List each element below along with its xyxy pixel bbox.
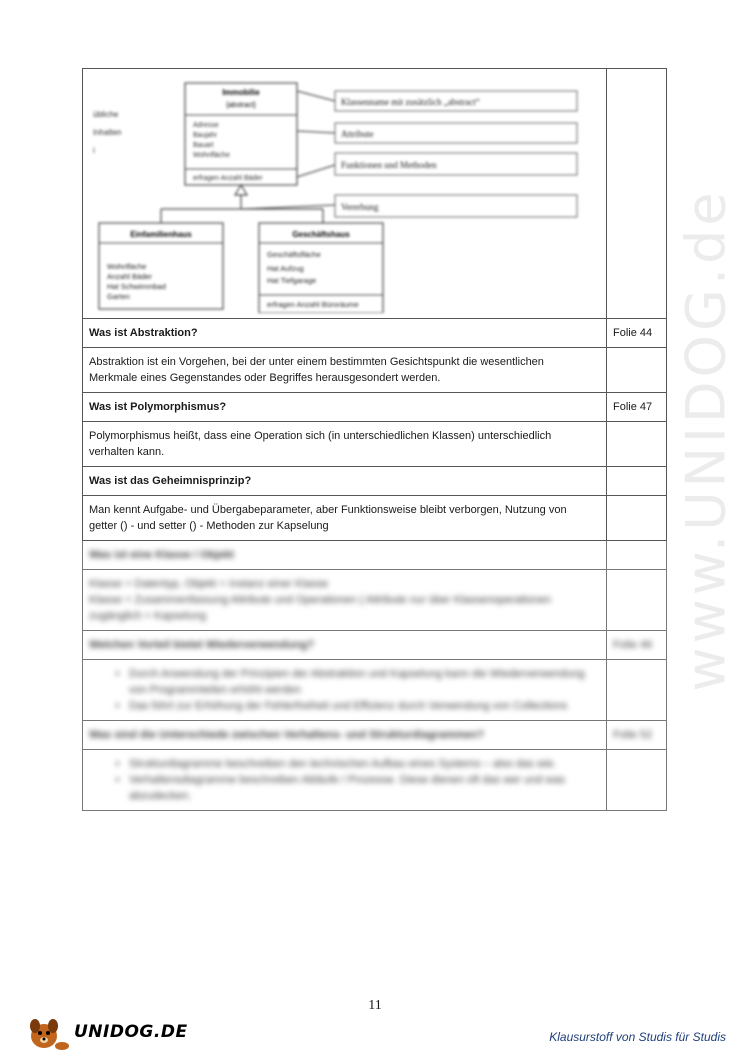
answer-row [83,750,667,811]
callout-text: Klassenname mit zusätzlich „abstract“ [341,97,480,107]
answer-line: Man kennt Aufgabe- und Übergabeparameter, aber Funktionsweise bleibt verborgen, Nutzung von [89,504,567,516]
answer-cell [83,496,607,541]
dog-mascot-icon [22,1014,74,1052]
question-row [83,631,667,660]
callout-text: Vererbung [341,202,379,212]
empty-cell [607,422,667,467]
question-text: Was ist Polymorphismus? [83,393,607,422]
unidog-logo [22,1014,188,1052]
side-line: i [93,146,95,155]
callout-text: Attribute [341,129,374,139]
question-row [83,721,667,750]
class-attr: Hat Schwimmbad [107,282,166,291]
class-name: Einfamilienhaus [130,230,192,239]
bullet-list [89,666,600,714]
class-op: erfragen Anzahl Bäder [193,175,263,182]
answer-cell [83,660,607,721]
answer-line: Abstraktion ist ein Vorgehen, bei der unter einem bestimmten Gesichtspunkt die wesentlichen [89,356,544,368]
slide-reference [607,541,667,570]
answer-cell [83,348,607,393]
diagram-row [83,69,667,319]
class-attr: Hat Aufzug [267,264,304,273]
class-attr: Wohnfläche [107,262,147,271]
question-text: Was ist Abstraktion? [83,319,607,348]
answer-cell [83,570,607,631]
bullet-item: • Durch Anwendung der Prinzipien der Abstraktion und Kapselung kann die Wiederverwendung von Programmteilen erhöht werden [129,666,600,698]
answer-row [83,348,667,393]
bullet-item: • Verhaltensdiagramme beschreiben Abläufe / Prozesse. Diese dienen oft das wer und was abzudecken. [129,772,600,804]
answer-line: Klasse = Zusammenfassung Attribute und Operationen ( Attribute nur über Klassenoperationen [89,594,551,606]
answer-row [83,422,667,467]
diagram-cell [83,69,607,319]
answer-line: Merkmale eines Gegenstandes oder Begriffes herausgesondert werden. [89,372,441,384]
class-attr: Garten [107,292,130,301]
answer-row [83,570,667,631]
question-row [83,393,667,422]
empty-cell [607,750,667,811]
side-text [93,110,121,155]
answer-cell [83,422,607,467]
inheritance-lines [161,185,323,223]
class-op: erfragen Anzahl Büroräume [267,300,359,309]
class-attr: Adresse [193,122,219,129]
question-text: Was sind die Unterschiede zwischen Verhaltens- und Strukturdiagrammen? [83,721,607,750]
slide-reference: Folie 44 [607,319,667,348]
slide-reference [607,467,667,496]
empty-cell [607,348,667,393]
answer-cell [83,750,607,811]
question-row [83,319,667,348]
question-text: Was ist eine Klasse / Objekt [83,541,607,570]
callout-text: Funktionen und Methoden [341,160,437,170]
class-attr: Hat Tiefgarage [267,276,317,285]
answer-line: Polymorphismus heißt, dass eine Operation sich (in unterschiedlichen Klassen) unterschiedlich [89,430,552,442]
bullet-item: • Das führt zur Erhöhung der Fehlerfreiheit und Effizienz durch Verwendung von Collections [129,698,600,714]
answer-line: verhalten kann. [89,446,165,458]
logo-text: UNIDOG.DE [74,1022,188,1042]
answer-row [83,660,667,721]
answer-line: Klasse = Datentyp, Objekt = Instanz einer Klasse [89,578,329,590]
answer-line: zugänglich = Kapselung [89,610,207,622]
side-line: Inhalten [93,128,122,137]
footer-tagline: Klausurstoff von Studis für Studis [549,1030,726,1044]
empty-cell [607,496,667,541]
uml-class-diagram [83,69,607,313]
empty-cell [607,660,667,721]
class-attr: Baujahr [193,132,218,139]
bullet-item: • Strukturdiagramme beschreiben den technischen Aufbau eines Systems – also das wie. [129,756,600,772]
diagram-slide-cell [607,69,667,319]
class-attr: Bauart [193,142,214,149]
slide-reference: Folie 46 [607,631,667,660]
watermark: www.UNIDOG.de [674,188,738,692]
class-attr: Anzahl Bäder [107,272,153,281]
empty-cell [607,570,667,631]
class-attr: Wohnfläche [193,152,230,159]
page-number: 11 [368,998,382,1013]
question-row [83,467,667,496]
side-line: übliche [93,110,119,119]
bullet-list [89,756,600,804]
class-name: Geschäftshaus [292,230,350,239]
answer-line: getter () - und setter () - Methoden zur Kapselung [89,520,329,532]
class-stereotype: {abstract} [226,102,256,109]
qa-table [82,68,667,811]
class-attr: Geschäftsfläche [267,250,321,259]
answer-row [83,496,667,541]
class-name: Immobilie [222,88,260,97]
slide-reference: Folie 52 [607,721,667,750]
question-text: Was ist das Geheimnisprinzip? [83,467,607,496]
question-row [83,541,667,570]
question-text: Welchen Vorteil bietet Wiederverwendung? [83,631,607,660]
slide-reference: Folie 47 [607,393,667,422]
